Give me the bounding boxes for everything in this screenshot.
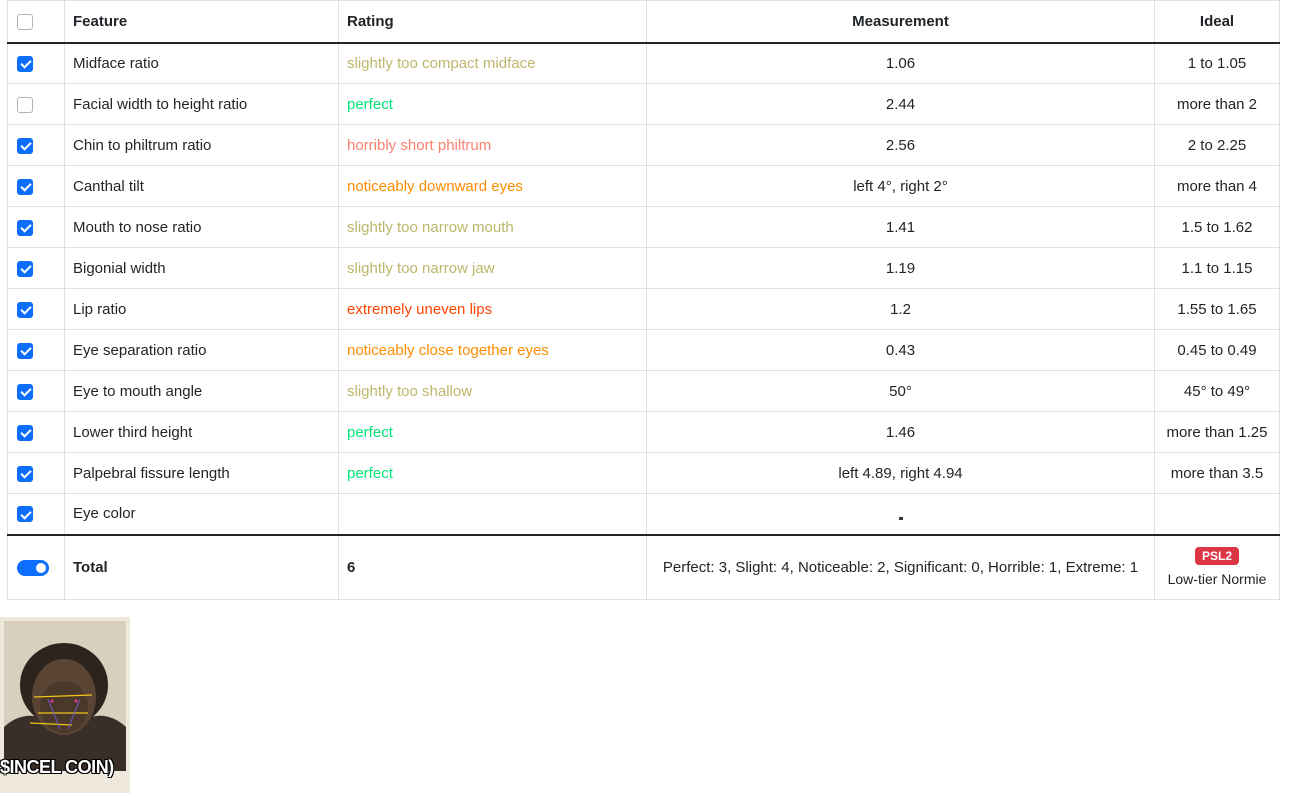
rating-cell: slightly too shallow <box>339 371 647 412</box>
row-select-cell <box>8 84 65 125</box>
total-tier-cell <box>1155 535 1280 600</box>
table-row <box>8 207 1280 248</box>
row-select-cell <box>8 289 65 330</box>
row-checkbox[interactable] <box>17 343 33 359</box>
watermark-text: $INCEL COIN) <box>0 757 114 777</box>
measurement-cell <box>647 494 1155 535</box>
rating-cell: perfect <box>339 84 647 125</box>
ideal-cell: 2 to 2.25 <box>1155 125 1280 166</box>
feature-cell: Canthal tilt <box>65 166 339 207</box>
measurement-cell: 50° <box>647 371 1155 412</box>
ideal-cell: more than 4 <box>1155 166 1280 207</box>
table-body <box>8 43 1280 535</box>
row-checkbox[interactable] <box>17 261 33 277</box>
measurement-cell: left 4°, right 2° <box>647 166 1155 207</box>
ideal-cell: 1.1 to 1.15 <box>1155 248 1280 289</box>
table-header-row <box>8 1 1280 43</box>
rating-cell <box>339 494 647 535</box>
measurement-cell: 0.43 <box>647 330 1155 371</box>
face-photo <box>0 617 130 793</box>
table-row <box>8 248 1280 289</box>
measurement-cell: 2.44 <box>647 84 1155 125</box>
measurement-cell: 1.19 <box>647 248 1155 289</box>
ideal-cell: 45° to 49° <box>1155 371 1280 412</box>
header-ideal[interactable]: Ideal <box>1155 1 1280 43</box>
measurement-cell: 2.56 <box>647 125 1155 166</box>
row-select-cell <box>8 166 65 207</box>
ideal-cell: 1.5 to 1.62 <box>1155 207 1280 248</box>
row-select-cell <box>8 248 65 289</box>
measurement-cell: 1.06 <box>647 43 1155 84</box>
feature-cell: Lip ratio <box>65 289 339 330</box>
ideal-cell: more than 1.25 <box>1155 412 1280 453</box>
table-row <box>8 166 1280 207</box>
measurement-cell: 1.2 <box>647 289 1155 330</box>
header-rating[interactable]: Rating <box>339 1 647 43</box>
table-row <box>8 84 1280 125</box>
select-all-checkbox[interactable] <box>17 14 33 30</box>
total-toggle-switch[interactable] <box>17 560 49 576</box>
rating-cell: noticeably close together eyes <box>339 330 647 371</box>
feature-cell: Chin to philtrum ratio <box>65 125 339 166</box>
table-row <box>8 453 1280 494</box>
ideal-cell: 1.55 to 1.65 <box>1155 289 1280 330</box>
rating-cell: slightly too narrow jaw <box>339 248 647 289</box>
table-row <box>8 371 1280 412</box>
table-row <box>8 412 1280 453</box>
row-checkbox[interactable] <box>17 506 33 522</box>
table-row <box>8 494 1280 535</box>
select-all-cell <box>8 1 65 43</box>
color-swatch <box>899 517 903 520</box>
ideal-cell: 1 to 1.05 <box>1155 43 1280 84</box>
results-table <box>7 0 1280 600</box>
row-checkbox[interactable] <box>17 425 33 441</box>
measurement-cell: 1.41 <box>647 207 1155 248</box>
feature-cell: Bigonial width <box>65 248 339 289</box>
row-checkbox[interactable] <box>17 97 33 113</box>
feature-cell: Lower third height <box>65 412 339 453</box>
rating-cell: horribly short philtrum <box>339 125 647 166</box>
row-select-cell <box>8 43 65 84</box>
row-checkbox[interactable] <box>17 220 33 236</box>
header-feature[interactable]: Feature <box>65 1 339 43</box>
row-select-cell <box>8 125 65 166</box>
rating-cell: perfect <box>339 453 647 494</box>
row-checkbox[interactable] <box>17 466 33 482</box>
rating-cell: slightly too compact midface <box>339 43 647 84</box>
measurement-cell: 1.46 <box>647 412 1155 453</box>
total-toggle-cell <box>8 535 65 600</box>
feature-cell: Eye color <box>65 494 339 535</box>
total-row <box>8 535 1280 600</box>
total-summary: Perfect: 3, Slight: 4, Noticeable: 2, Significant: 0, Horrible: 1, Extreme: 1 <box>647 535 1155 600</box>
ideal-cell: 0.45 to 0.49 <box>1155 330 1280 371</box>
feature-cell: Mouth to nose ratio <box>65 207 339 248</box>
row-checkbox[interactable] <box>17 179 33 195</box>
feature-cell: Eye separation ratio <box>65 330 339 371</box>
rating-cell: noticeably downward eyes <box>339 166 647 207</box>
table-row <box>8 330 1280 371</box>
total-label: Total <box>65 535 339 600</box>
psl-badge: PSL2 <box>1195 547 1239 565</box>
ideal-cell: more than 2 <box>1155 84 1280 125</box>
row-select-cell <box>8 371 65 412</box>
row-select-cell <box>8 330 65 371</box>
table-row <box>8 43 1280 84</box>
rating-cell: perfect <box>339 412 647 453</box>
ideal-cell: more than 3.5 <box>1155 453 1280 494</box>
total-score: 6 <box>339 535 647 600</box>
row-select-cell <box>8 494 65 535</box>
rating-cell: extremely uneven lips <box>339 289 647 330</box>
row-checkbox[interactable] <box>17 384 33 400</box>
feature-cell: Facial width to height ratio <box>65 84 339 125</box>
row-select-cell <box>8 453 65 494</box>
row-select-cell <box>8 412 65 453</box>
row-select-cell <box>8 207 65 248</box>
table-row <box>8 289 1280 330</box>
ideal-cell <box>1155 494 1280 535</box>
feature-cell: Midface ratio <box>65 43 339 84</box>
row-checkbox[interactable] <box>17 302 33 318</box>
rating-cell: slightly too narrow mouth <box>339 207 647 248</box>
row-checkbox[interactable] <box>17 56 33 72</box>
header-measurement[interactable]: Measurement <box>647 1 1155 43</box>
measurement-cell: left 4.89, right 4.94 <box>647 453 1155 494</box>
feature-cell: Eye to mouth angle <box>65 371 339 412</box>
feature-cell: Palpebral fissure length <box>65 453 339 494</box>
row-checkbox[interactable] <box>17 138 33 154</box>
table-row <box>8 125 1280 166</box>
tier-label: Low-tier Normie <box>1167 571 1267 588</box>
